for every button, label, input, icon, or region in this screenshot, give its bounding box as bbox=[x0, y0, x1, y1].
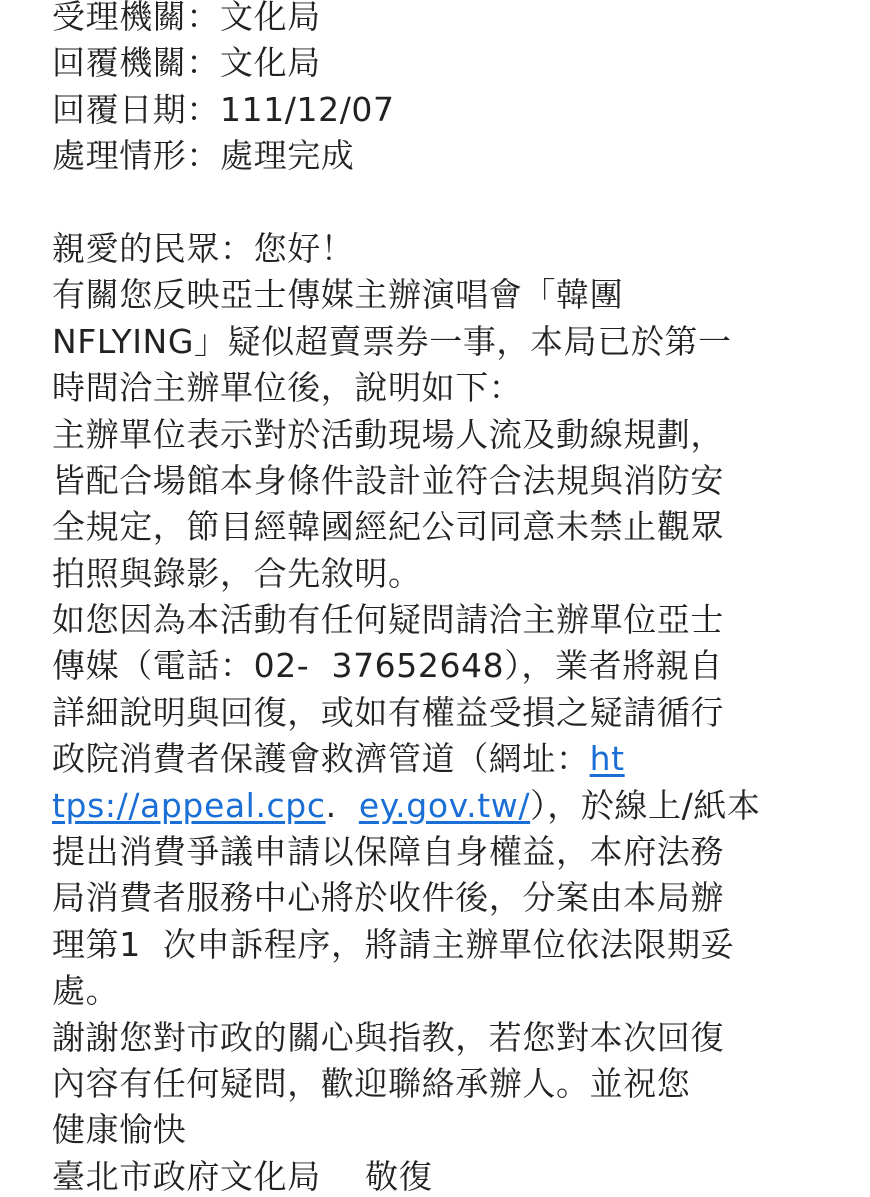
processing-status: 處理情形：處理完成 bbox=[52, 136, 355, 176]
body-line: 如您因為本活動有任何疑問請洽主辦單位亞士 bbox=[52, 600, 724, 640]
body-line: 皆配合場館本身條件設計並符合法規與消防安 bbox=[52, 460, 724, 500]
body-line: NFLYING」疑似超賣票券一事，本局已於第一 bbox=[52, 321, 732, 361]
signature: 臺北市政府文化局 敬復 bbox=[52, 1156, 433, 1196]
body-line: 提出消費爭議申請以保障自身權益，本府法務 bbox=[52, 832, 724, 872]
body-text: 政院消費者保護會救濟管道（網址： bbox=[52, 739, 590, 779]
body-line: 局消費者服務中心將於收件後，分案由本局辦 bbox=[52, 878, 724, 918]
body-line-with-link bbox=[52, 783, 864, 829]
appeal-url-link-part[interactable]: ey.gov.tw/ bbox=[358, 785, 531, 825]
body-line: 處。 bbox=[52, 971, 120, 1011]
body-line: 理第1 次申訴程序，將請主辦單位依法限期妥 bbox=[52, 924, 735, 964]
reply-agency: 回覆機關：文化局 bbox=[52, 43, 321, 83]
blank-line bbox=[52, 180, 864, 226]
body-line: 時間洽主辦單位後，說明如下： bbox=[52, 368, 523, 408]
body-text: ），於線上/紙本 bbox=[530, 785, 761, 825]
appeal-url-link-part[interactable]: tps://appeal.cpc bbox=[52, 785, 326, 825]
greeting: 親愛的民眾：您好！ bbox=[52, 228, 355, 268]
receiving-agency: 受理機關：文化局 bbox=[52, 0, 321, 36]
body-line: 內容有任何疑問，歡迎聯絡承辦人。並祝您 bbox=[52, 1063, 691, 1103]
body-line: 全規定，節目經韓國經紀公司同意未禁止觀眾 bbox=[52, 507, 724, 547]
body-line: 詳細說明與回復，或如有權益受損之疑請循行 bbox=[52, 692, 724, 732]
body-line: 健康愉快 bbox=[52, 1110, 187, 1150]
reply-date: 回覆日期：111/12/07 bbox=[52, 89, 395, 129]
appeal-url-link-part[interactable]: ht bbox=[589, 739, 625, 779]
body-line: 主辦單位表示對於活動現場人流及動線規劃， bbox=[52, 414, 724, 454]
reply-content bbox=[52, 0, 864, 1197]
url-gap: . bbox=[325, 785, 359, 825]
body-line: 傳媒（電話：02- 37652648），業者將親自 bbox=[52, 646, 723, 686]
body-line: 拍照與錄影，合先敘明。 bbox=[52, 553, 422, 593]
body-line: 謝謝您對市政的關心與指教，若您對本次回復 bbox=[52, 1017, 724, 1057]
body-line-with-link bbox=[52, 736, 864, 782]
body-line: 有關您反映亞士傳媒主辦演唱會「韓團 bbox=[52, 275, 624, 315]
